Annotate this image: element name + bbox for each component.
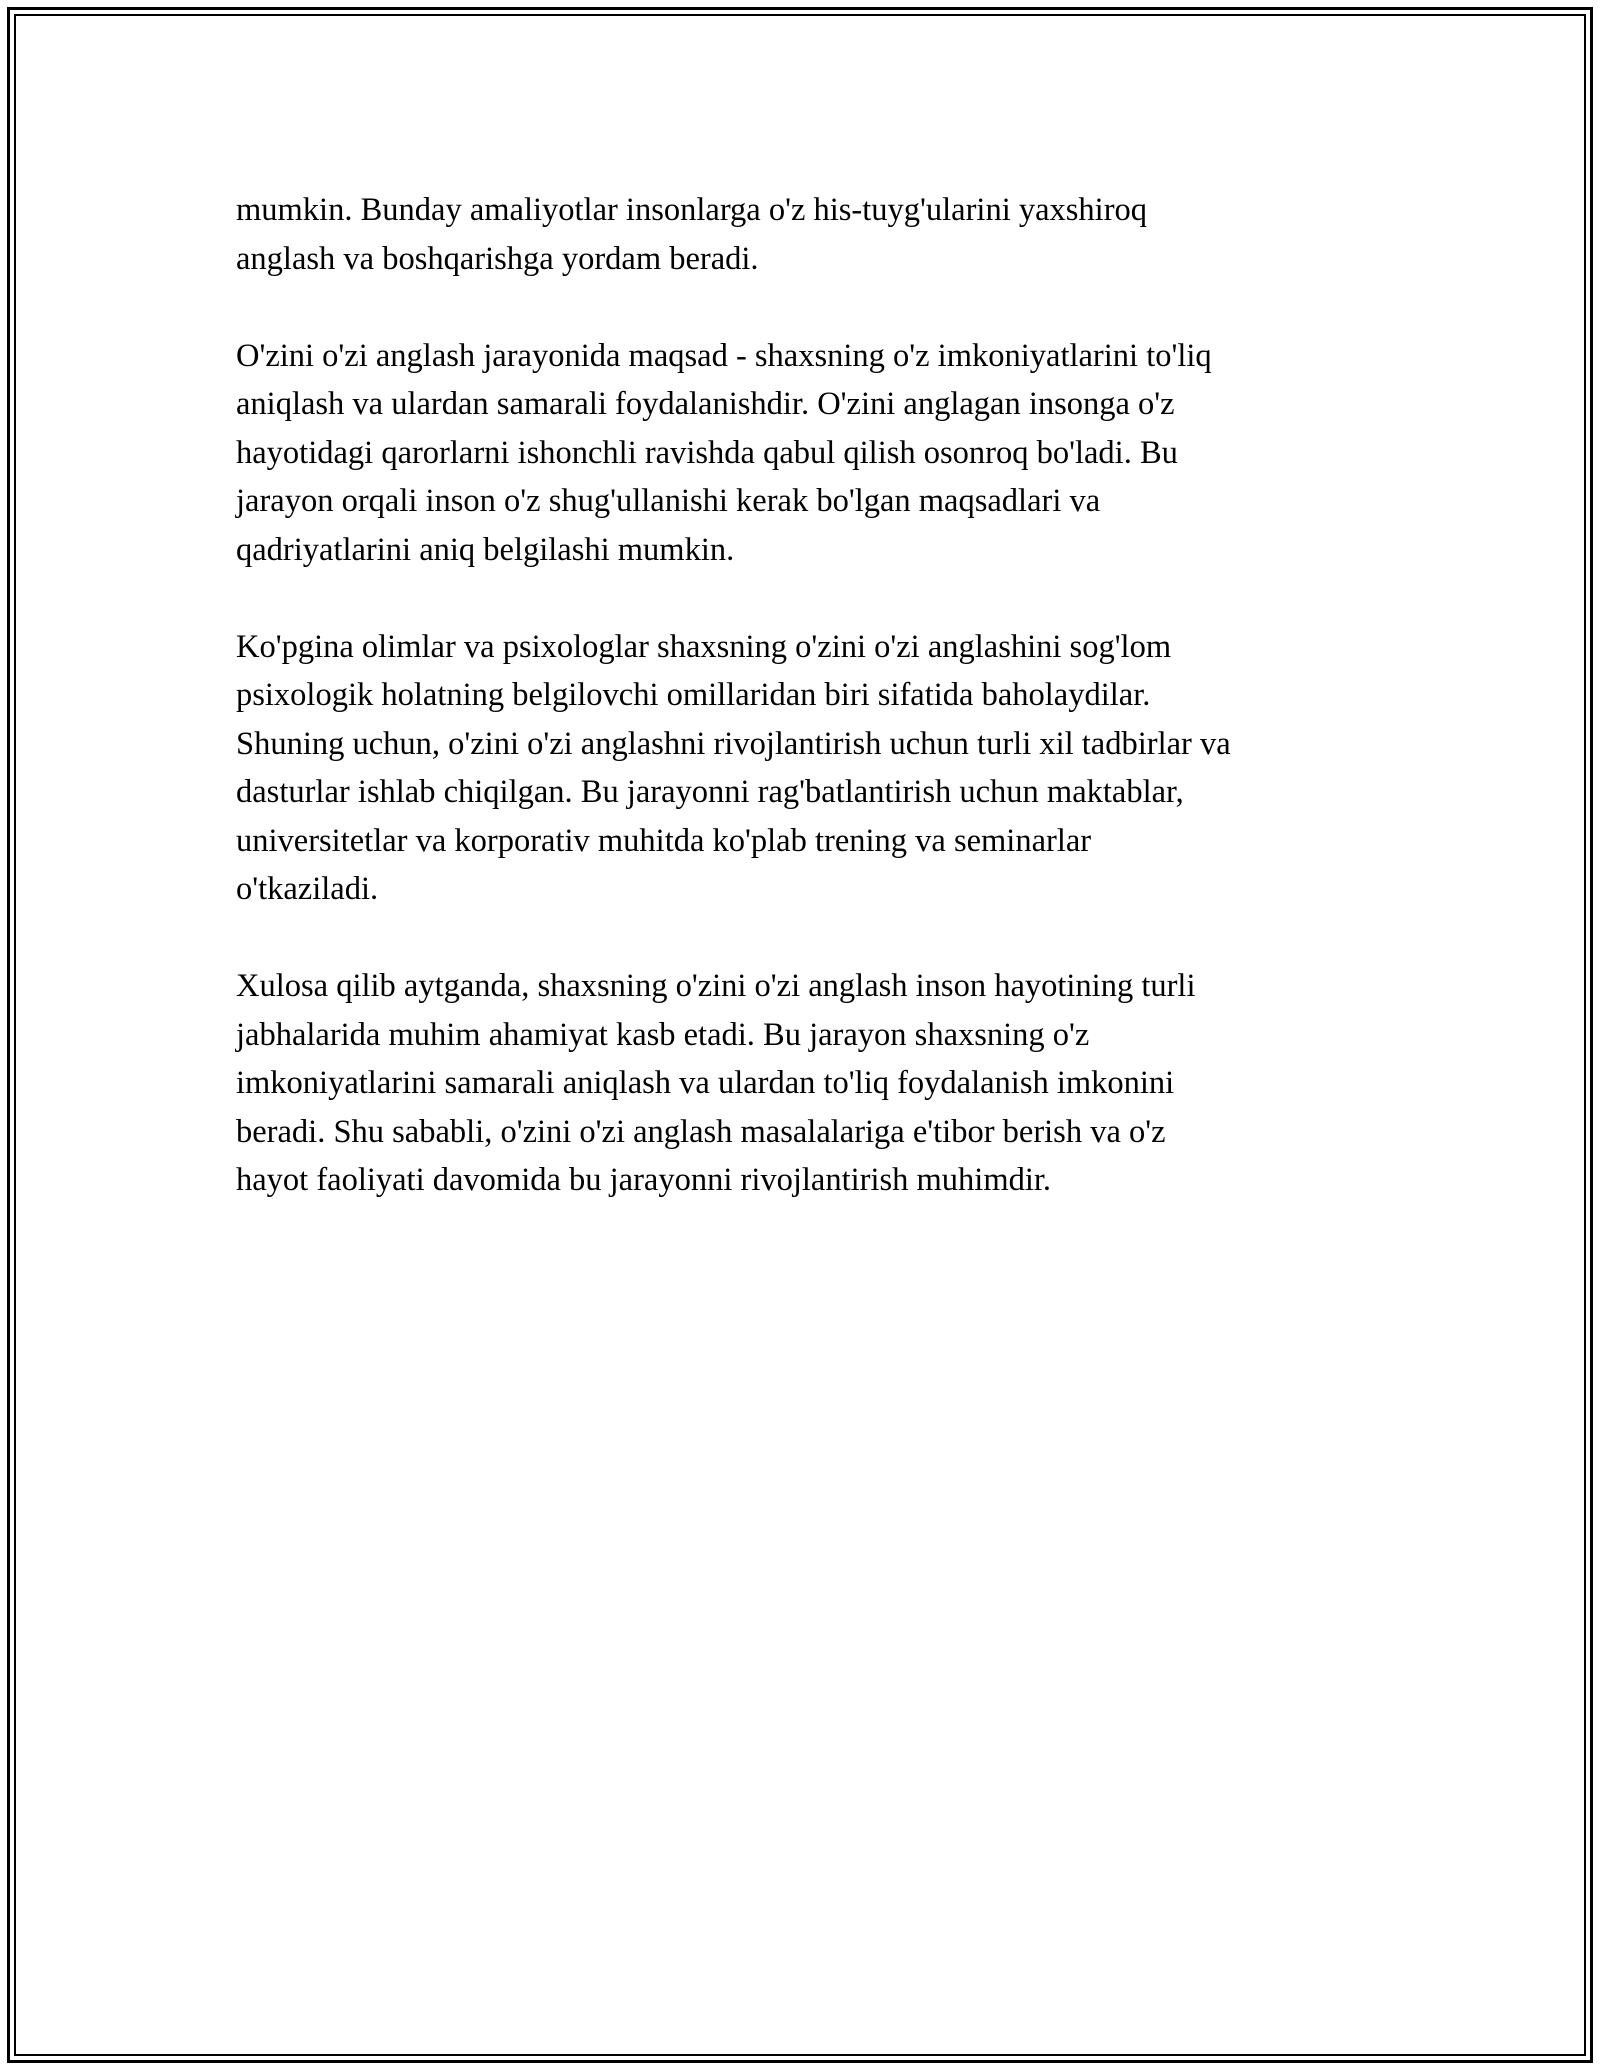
paragraph: O'zini o'zi anglash jarayonida maqsad - shaxsning o'z imkoniyatlarini to'liq aniqlash va ulardan samarali foydalanishdir. O'zini anglagan insonga o'z hayotidagi qarorlarni ishonchli ravishda qabul qilish osonroq bo'ladi. Bu jarayon orqali inson o'z shug'ullanishi kerak bo'lgan maqsadlari va qadriyatlarini aniq belgilashi mumkin.	[236, 337, 1212, 568]
paragraph: Ko'pgina olimlar va psixologlar shaxsning o'zini o'zi anglashini sog'lom psixologik holatning belgilovchi omillaridan biri sifatida baholaydilar. Shuning uchun, o'zini o'zi anglashni rivojlantirish uchun turli xil tadbirlar va dasturlar ishlab chiqilgan. Bu jarayonni rag'batlantirish uchun maktablar, universitetlar va korporativ muhitda ko'plab trening va seminarlar o'tkaziladi.	[236, 628, 1231, 907]
document-body	[236, 186, 1366, 1205]
paragraph: mumkin. Bunday amaliyotlar insonlarga o'z his-tuyg'ularini yaxshiroq anglash va boshqarishga yordam beradi.	[236, 192, 1148, 277]
paragraph: Xulosa qilib aytganda, shaxsning o'zini o'zi anglash inson hayotining turli jabhalarida muhim ahamiyat kasb etadi. Bu jarayon shaxsning o'z imkoniyatlarini samarali aniqlash va ulardan to'liq foydalanish imkonini beradi. Shu sababli, o'zini o'zi anglash masalalariga e'tibor berish va o'z hayot faoliyati davomida bu jarayonni rivojlantirish muhimdir.	[236, 968, 1196, 1198]
